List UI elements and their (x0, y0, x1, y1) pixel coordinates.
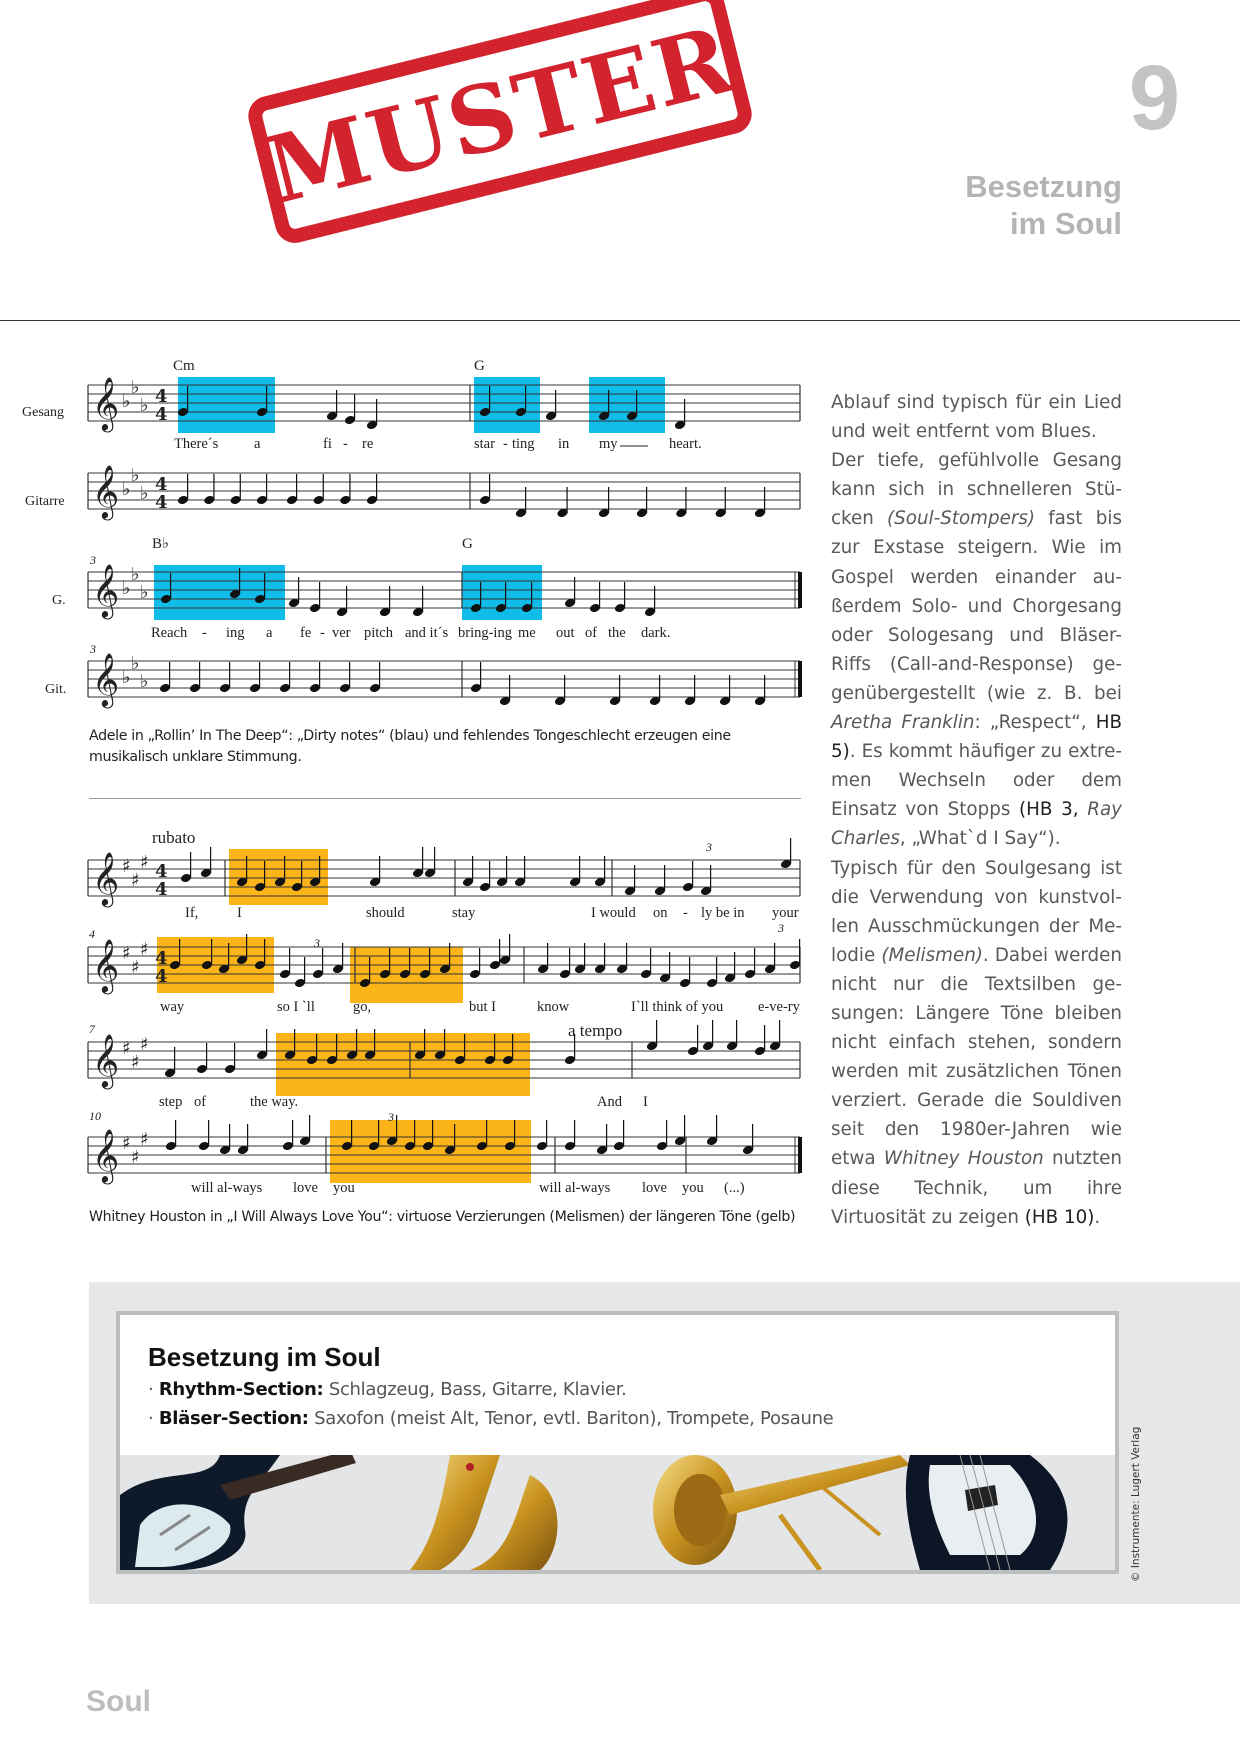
sharp-icon: ♯ (122, 1133, 131, 1154)
measure-number: 7 (89, 1022, 95, 1036)
text: . Dabei werden nicht nur die Textsilben gesungen: Längere Töne bleiben nicht einfach stehen, sondern werden mit zusätzlichen Tönen verziert. Gerade die Souldiven seit den 1980er-Jahren wie etwa (831, 944, 1122, 1170)
lyric: my (599, 436, 618, 452)
value: Schlagzeug, Bass, Gitarre, Klavier. (323, 1379, 627, 1400)
lyric: ting (512, 436, 535, 452)
staff-label-git: Git. (45, 682, 67, 697)
audio-reference: (HB 10) (1024, 1206, 1095, 1228)
sharp-icon: ♯ (140, 1129, 149, 1150)
lyric: heart. (669, 436, 702, 452)
sharp-icon: ♯ (140, 939, 149, 960)
header-divider (0, 320, 1240, 321)
lyric: bring-ing (458, 625, 512, 641)
lyric: - (343, 436, 348, 452)
flat-icon: ♭ (131, 653, 140, 674)
term: (Melismen) (881, 944, 983, 966)
lyric: a (266, 625, 273, 641)
highlight-yellow (330, 1120, 531, 1183)
staff-label-g: G. (52, 593, 66, 608)
text: fast bis zur Exstase steigern. Wie im Gospel werden einander außerdem Solo- und Chorgesang oder Sologesang und Bläser-Riffs (Call-and-Response) gegenübergestellt (wie z. B. bei (831, 508, 1122, 704)
caption-whitney: Whitney Houston in „I Will Always Love You“: virtuose Verzierungen (Melismen) der längeren Töne (gelb) (89, 1209, 796, 1225)
lyric: star (474, 436, 495, 452)
time-signature: 4 (155, 861, 168, 882)
lyric: so I `ll (277, 999, 315, 1015)
lyric: way (160, 999, 185, 1015)
lyric: go, (353, 999, 372, 1015)
lyric: re (362, 436, 374, 452)
treble-clef-icon: 𝄞 (92, 376, 120, 430)
lyric: of (585, 625, 598, 641)
lyric: the (608, 625, 626, 641)
treble-clef-icon: 𝄞 (92, 464, 120, 518)
lyric: fe (300, 625, 312, 641)
lyric: stay (452, 905, 476, 921)
chord-symbol: G (462, 536, 473, 552)
text: . (1094, 1206, 1101, 1228)
lyrics-row (151, 625, 670, 641)
text: Typisch für den Soulgesang ist die Verwendung von kunstvollen Ausschmückungen der Melodie (831, 857, 1122, 966)
lyric: should (366, 905, 405, 921)
infobox-rhythm-section (148, 1379, 627, 1400)
measure-number: 3 (90, 553, 96, 567)
text: . Es kommt häufiger zu extremen Wechseln oder dem Einsatz von Stopps (831, 741, 1122, 821)
chapter-title-line1: Besetzung (965, 169, 1122, 204)
label: Rhythm-Section: (158, 1379, 324, 1400)
measure-number: 10 (89, 1109, 101, 1123)
label: Bläser-Section: (158, 1408, 309, 1429)
flat-icon: ♭ (140, 671, 149, 692)
lyrics-row (160, 999, 801, 1015)
time-signature: 4 (155, 492, 168, 513)
flat-icon: ♭ (131, 465, 140, 486)
lyric: but I (469, 999, 496, 1015)
treble-clef-icon: 𝄞 (92, 938, 120, 992)
score-i-will-always-love-you (0, 815, 810, 1200)
flat-icon: ♭ (122, 391, 131, 412)
text: : „Respect“, (974, 712, 1096, 734)
lyrics-row (174, 436, 702, 452)
lyrics-row (159, 1094, 648, 1110)
lyric: fi (323, 436, 332, 452)
flat-icon: ♭ (131, 564, 140, 585)
paragraph (831, 388, 1122, 446)
time-signature: 4 (155, 948, 168, 969)
sharp-icon: ♯ (140, 852, 149, 873)
lyric: - (503, 436, 508, 452)
bass-guitar-icon (906, 1455, 1068, 1570)
artist-name: Whitney Houston (883, 1148, 1044, 1170)
treble-clef-icon: 𝄞 (92, 1128, 120, 1182)
lyric: you (333, 1180, 355, 1196)
text: Ablauf sind typisch für ein Lied und weit entfernt vom Blues. (831, 392, 1122, 443)
chapter-title (965, 168, 1122, 242)
time-signature: 4 (155, 386, 168, 407)
value: Saxofon (meist Alt, Tenor, evtl. Bariton), Trompete, Posaune (308, 1408, 834, 1429)
lyric: - (202, 625, 207, 641)
time-signature: 4 (155, 474, 168, 495)
audio-reference: (HB 3, (1019, 799, 1088, 821)
lyric: - (320, 625, 325, 641)
lyric: ing (226, 625, 245, 641)
staff-label-gitarre: Gitarre (25, 494, 65, 509)
lyric: love (642, 1180, 667, 1196)
chord-symbol: G (474, 358, 485, 374)
lyric: Reach (151, 625, 188, 641)
artist-name: Aretha Franklin (831, 712, 975, 734)
tempo-mark-a-tempo: a tempo (568, 1021, 623, 1040)
bullet: · (148, 1379, 154, 1400)
muster-stamp (244, 0, 756, 247)
lyric: and it´s (405, 625, 449, 641)
lyric: I`ll think of you (631, 999, 724, 1015)
treble-clef-icon: 𝄞 (92, 851, 120, 905)
flat-icon: ♭ (131, 377, 140, 398)
lyric: And (597, 1094, 622, 1110)
term: (Soul-Stompers) (887, 508, 1036, 530)
lyric: me (518, 625, 536, 641)
lyric: ver (332, 625, 351, 641)
treble-clef-icon: 𝄞 (92, 652, 120, 706)
lyric: ly be in (701, 905, 745, 921)
lyric: will al-ways (539, 1180, 611, 1196)
text: , „What`d I Say“). (899, 828, 1061, 850)
sharp-icon: ♯ (131, 957, 140, 978)
time-signature: 4 (155, 966, 168, 987)
lyric: - (683, 905, 688, 921)
tuplet-number: 3 (314, 936, 320, 950)
lyric: step (159, 1094, 183, 1110)
instruments-photo-strip (120, 1455, 1115, 1570)
text: Der tiefe, gefühlvolle Gesang kann sich in schnelleren Stücken (831, 450, 1122, 530)
sharp-icon: ♯ (131, 870, 140, 891)
time-signature: 4 (155, 879, 168, 900)
highlight-blue (154, 565, 285, 620)
treble-clef-icon: 𝄞 (92, 1033, 120, 1087)
dirty-note-highlights (154, 377, 665, 620)
tuplet-number: 3 (778, 921, 784, 935)
lyric: on (653, 905, 668, 921)
lyric: of (194, 1094, 207, 1110)
body-text (831, 388, 1122, 1232)
section-divider (89, 798, 801, 799)
lyric: you (682, 1180, 704, 1196)
text: nutzten diese Technik, um ihre Virtuosität zu zeigen (831, 1148, 1122, 1228)
lyric: I (237, 905, 242, 921)
sharp-icon: ♯ (131, 1052, 140, 1073)
lyric: I would (591, 905, 636, 921)
caption-adele: Adele in „Rollin’ In The Deep“: „Dirty notes“ (blau) und fehlendes Tongeschlecht erzeugen eine musikalisch unklare Stimmung. (89, 728, 731, 765)
lyric: If, (185, 905, 199, 921)
lyric: love (293, 1180, 318, 1196)
page-number: 9 (1128, 47, 1180, 149)
stamp-text: MUSTER (256, 5, 744, 225)
treble-clef-icon: 𝄞 (92, 563, 120, 617)
score-rollin-in-the-deep (0, 340, 810, 720)
lyric: your (772, 905, 799, 921)
flat-icon: ♭ (122, 578, 131, 599)
chapter-title-line2: im Soul (1010, 206, 1122, 241)
flat-icon: ♭ (140, 395, 149, 416)
footer-section-label: Soul (86, 1685, 151, 1718)
sharp-icon: ♯ (140, 1034, 149, 1055)
lyric: the way. (250, 1094, 299, 1110)
lyric: in (558, 436, 570, 452)
staff-label-gesang: Gesang (22, 405, 64, 420)
paragraph (831, 854, 1122, 1232)
chord-symbol: B♭ (152, 536, 170, 552)
lyrics-row (185, 905, 799, 921)
lyric: will al-ways (191, 1180, 263, 1196)
infobox-blaeser-section (148, 1408, 833, 1429)
audio-reference: HB 5) (831, 712, 1122, 763)
image-credit: © Instrumente: Lugert Verlag (1130, 1426, 1142, 1582)
highlight-yellow (229, 849, 328, 905)
tuplet-number: 3 (706, 840, 712, 854)
infobox-title: Besetzung im Soul (148, 1342, 381, 1372)
lyric: e-ve-ry (758, 999, 800, 1015)
tempo-mark-rubato: rubato (152, 828, 196, 847)
melisma-highlights (157, 849, 531, 1183)
sharp-icon: ♯ (122, 943, 131, 964)
measure-number: 3 (90, 642, 96, 656)
measure-number: 4 (89, 927, 95, 941)
lyric: a (254, 436, 261, 452)
lyric: There´s (174, 436, 219, 452)
lyric: pitch (364, 625, 393, 641)
lyric: dark. (641, 625, 671, 641)
tuplet-number: 3 (388, 1110, 394, 1124)
time-signature: 4 (155, 404, 168, 425)
sharp-icon: ♯ (122, 1038, 131, 1059)
flat-icon: ♭ (140, 483, 149, 504)
lyric: (...) (724, 1180, 745, 1196)
sharp-icon: ♯ (131, 1147, 140, 1168)
flat-icon: ♭ (140, 582, 149, 603)
chord-symbol: Cm (173, 358, 195, 374)
artist-name: Ray Charles (831, 799, 1122, 850)
lyric: know (537, 999, 570, 1015)
flat-icon: ♭ (122, 479, 131, 500)
sharp-icon: ♯ (122, 856, 131, 877)
lyric: out (556, 625, 575, 641)
bullet: · (148, 1408, 154, 1429)
flat-icon: ♭ (122, 667, 131, 688)
paragraph (831, 446, 1122, 853)
lyric: I (643, 1094, 648, 1110)
